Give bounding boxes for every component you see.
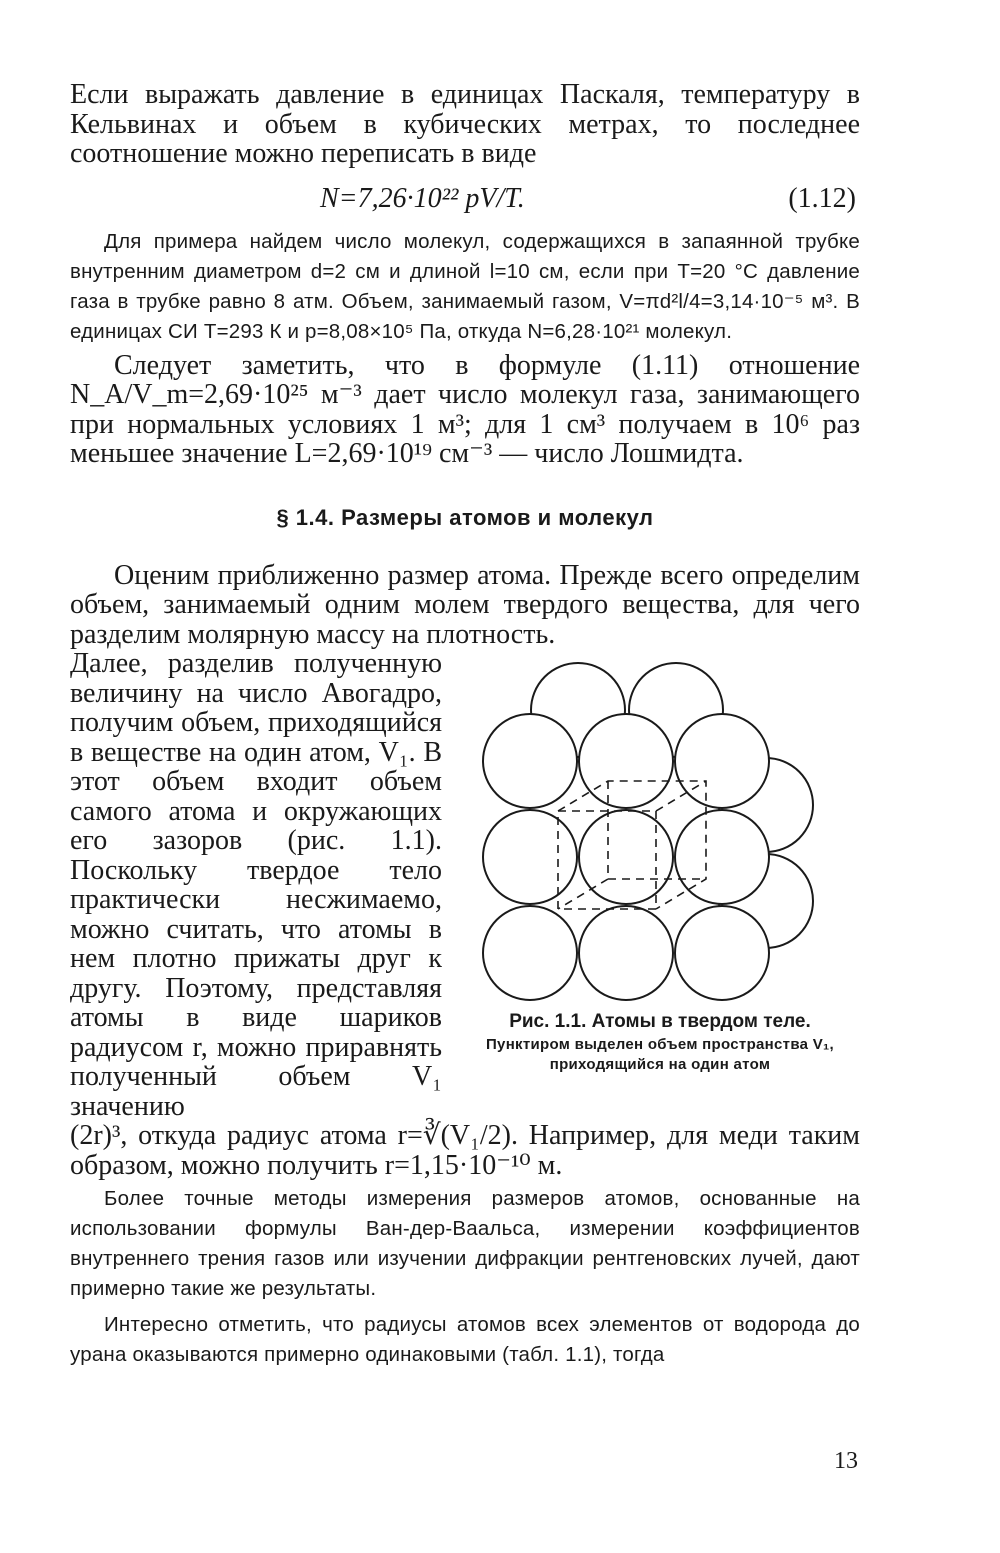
paragraph-estimate-intro: Оценим приближенно размер атома. Прежде всего определим объем, занимаемый одним молем твердого вещества, для чего разделим молярную массу на плотность.: [70, 559, 860, 650]
paragraph-interesting: Интересно отметить, что радиусы атомов всех элементов от водорода до урана оказываются примерно одинаковыми (табл. 1.1), тогда: [70, 1313, 860, 1366]
atom-front-8: [579, 906, 673, 1000]
paragraph-loschmidt: Следует заметить, что в формуле (1.11) отношение N_A/V_m=2,69·10²⁵ м⁻³ дает число молекул газа, занимающего при нормальных условиях 1 м³; для 1 см³ получаем в 10⁶ раз меньшее значение L=2,69·10¹⁹ см⁻³ — число Лошмидта.: [70, 349, 860, 469]
formula-1-12-number: (1.12): [788, 182, 856, 214]
atom-front-9: [675, 906, 769, 1000]
section-heading: § 1.4. Размеры атомов и молекул: [276, 504, 654, 530]
paragraph-estimate-float: Далее, разделив полученную величину на число Авогадро, получим объем, приходящийся в веществе на один атом, V₁. В этот объем входит объем самого атома и окружающих его зазоров (рис. 1.1). Поскольку твердое тело практически несжимаемо, можно считать, что атомы в нем плотно прижаты друг к другу. Поэтому, представляя атомы в виде шариков радиусом r, можно приравнять полученный объем V₁ значению: [70, 648, 442, 1122]
page-number: 13: [834, 1448, 858, 1474]
paragraph-methods: Более точные методы измерения размеров атомов, основанные на использовании формулы Ван-дер-Ваальса, измерении коэффициентов внутреннего трения газов или изучении дифракции рентгеновских лучей, дают примерно такие же результаты.: [70, 1187, 860, 1300]
atom-front-3: [675, 714, 769, 808]
atom-front-5: [579, 810, 673, 904]
atom-front-2: [579, 714, 673, 808]
formula-1-12: [70, 179, 860, 219]
figure-caption-title: Рис. 1.1. Атомы в твердом теле.: [509, 1011, 811, 1032]
paragraph-estimate-end: (2r)³, откуда радиус атома r=∛(V₁/2). Например, для меди таким образом, можно получить r=1,15·10⁻¹⁰ м.: [70, 1120, 860, 1181]
atoms-packing-diagram-icon: [480, 653, 825, 1003]
atom-front-4: [483, 810, 577, 904]
atom-front-1: [483, 714, 577, 808]
figure-1-1: [460, 653, 860, 1075]
figure-caption-text: Пунктиром выделен объем пространства V₁, приходящийся на один атом: [485, 1036, 835, 1073]
paragraph-example: Для примера найдем число молекул, содержащихся в запаянной трубке внутренним диаметром d=2 см и длиной l=10 см, если при T=20 °С давление газа в трубке равно 8 атм. Объем, занимаемый газом, V=πd²l/4=3,14·10⁻⁵ м³. В единицах СИ T=293 К и p=8,08×10⁵ Па, откуда N=6,28·10²¹ молекул.: [70, 229, 860, 343]
page-body: [70, 80, 860, 1370]
figure-caption: [460, 1009, 860, 1075]
paragraph-pressure-units: Если выражать давление в единицах Паскаля, температуру в Кельвинах и объем в кубических метрах, то последнее соотношение можно переписать в виде: [70, 79, 860, 169]
atom-front-7: [483, 906, 577, 1000]
atom-front-6: [675, 810, 769, 904]
formula-1-12-body: N=7,26·10²² pV/T.: [320, 182, 525, 214]
